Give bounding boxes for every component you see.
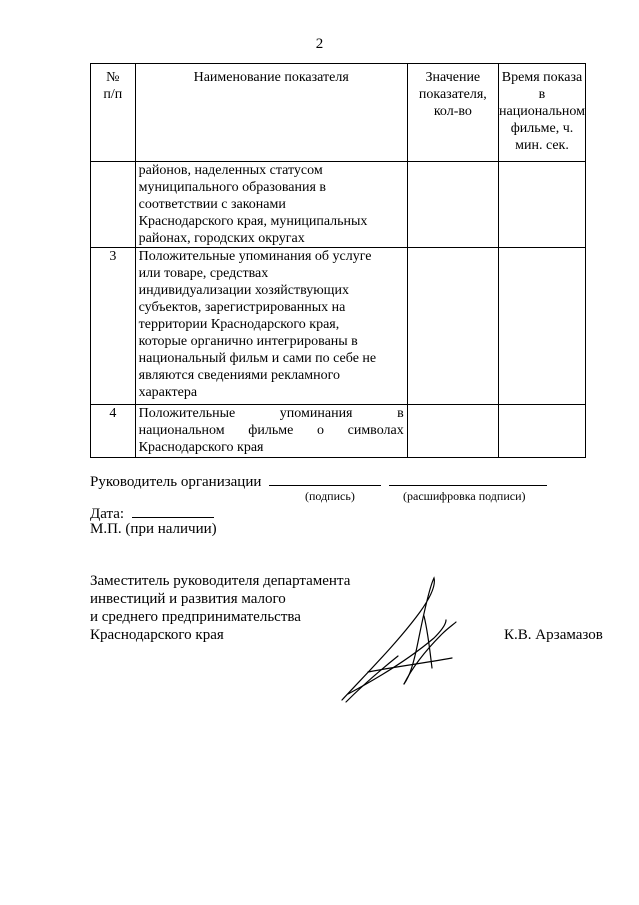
header-value-line: показателя, <box>418 87 487 102</box>
row-num: 4 <box>91 405 136 458</box>
row-name-line: районов, наделенных статусом <box>138 163 323 178</box>
row-name-line: или товаре, средствах <box>138 266 269 281</box>
row-value <box>407 405 498 458</box>
row-name-line: муниципального образования в <box>138 180 327 195</box>
row-time <box>498 248 585 405</box>
page-number: 2 <box>315 36 324 52</box>
official-title-line: инвестиций и развития малого <box>90 591 286 607</box>
row-name <box>135 162 407 248</box>
row-time <box>498 162 585 248</box>
header-value-line: Значение <box>425 70 481 85</box>
signature-caption: (подпись) <box>305 489 355 503</box>
official-title-line: и среднего предпринимательства <box>90 609 301 625</box>
table-header-row <box>91 64 586 162</box>
table-row <box>91 248 586 405</box>
row-value <box>407 162 498 248</box>
header-num <box>91 64 136 162</box>
date-label: Дата: <box>90 506 125 522</box>
row-value <box>407 248 498 405</box>
official-title-line: Заместитель руководителя департамента <box>90 573 351 589</box>
row-num: 3 <box>91 248 136 405</box>
row-name-line: районах, городских округах <box>138 231 305 246</box>
official-title-line: Краснодарского края <box>90 627 224 643</box>
row-name-line: национальный фильм и сами по себе не <box>138 351 377 366</box>
indicators-table <box>90 63 586 458</box>
date-blank[interactable] <box>132 502 214 518</box>
row-name-line: которые органично интегрированы в <box>138 334 358 349</box>
handwritten-signature <box>338 572 458 712</box>
row-name-line: Краснодарского края <box>138 440 264 455</box>
signature-blank[interactable] <box>269 470 381 486</box>
row-time <box>498 405 585 458</box>
row-num <box>91 162 136 248</box>
table-row <box>91 162 586 248</box>
header-time-line: фильме, ч. <box>510 121 574 136</box>
decode-caption: (расшифровка подписи) <box>403 489 526 503</box>
row-name-line: индивидуализации хозяйствующих <box>138 283 349 298</box>
stamp-label: М.П. (при наличии) <box>90 521 217 537</box>
table-row <box>91 405 586 458</box>
header-time-line: в <box>538 87 546 102</box>
head-label: Руководитель организации <box>90 474 262 490</box>
row-name-line: являются сведениями рекламного <box>138 368 341 383</box>
official-title <box>90 572 350 644</box>
row-name-line: субъектов, зарегистрированных на <box>138 300 346 315</box>
header-time-line: национальном <box>499 104 585 119</box>
header-num-line: № <box>106 70 120 85</box>
row-name-line: территории Краснодарского края, <box>138 317 340 332</box>
header-time-line: Время показа <box>501 70 583 85</box>
header-name: Наименование показателя <box>135 64 407 162</box>
row-name <box>135 405 407 458</box>
row-name-line: Краснодарского края, муниципальных <box>138 214 368 229</box>
row-name-line: характера <box>138 385 198 400</box>
decode-blank[interactable] <box>389 470 547 486</box>
header-time <box>498 64 585 162</box>
header-value <box>407 64 498 162</box>
row-name-line: национальном фильме о символах <box>138 423 404 438</box>
row-name <box>135 248 407 405</box>
head-signature-line <box>90 470 547 491</box>
header-time-line: мин. сек. <box>515 138 569 153</box>
header-num-line: п/п <box>103 87 123 102</box>
row-name-line: соответствии с законами <box>138 197 286 212</box>
official-name: К.В. Арзамазов <box>504 627 603 643</box>
row-name-line: Положительные упоминания об услуге <box>138 249 372 264</box>
row-name-line: Положительные упоминания в <box>138 406 404 421</box>
header-value-line: кол-во <box>433 104 472 119</box>
